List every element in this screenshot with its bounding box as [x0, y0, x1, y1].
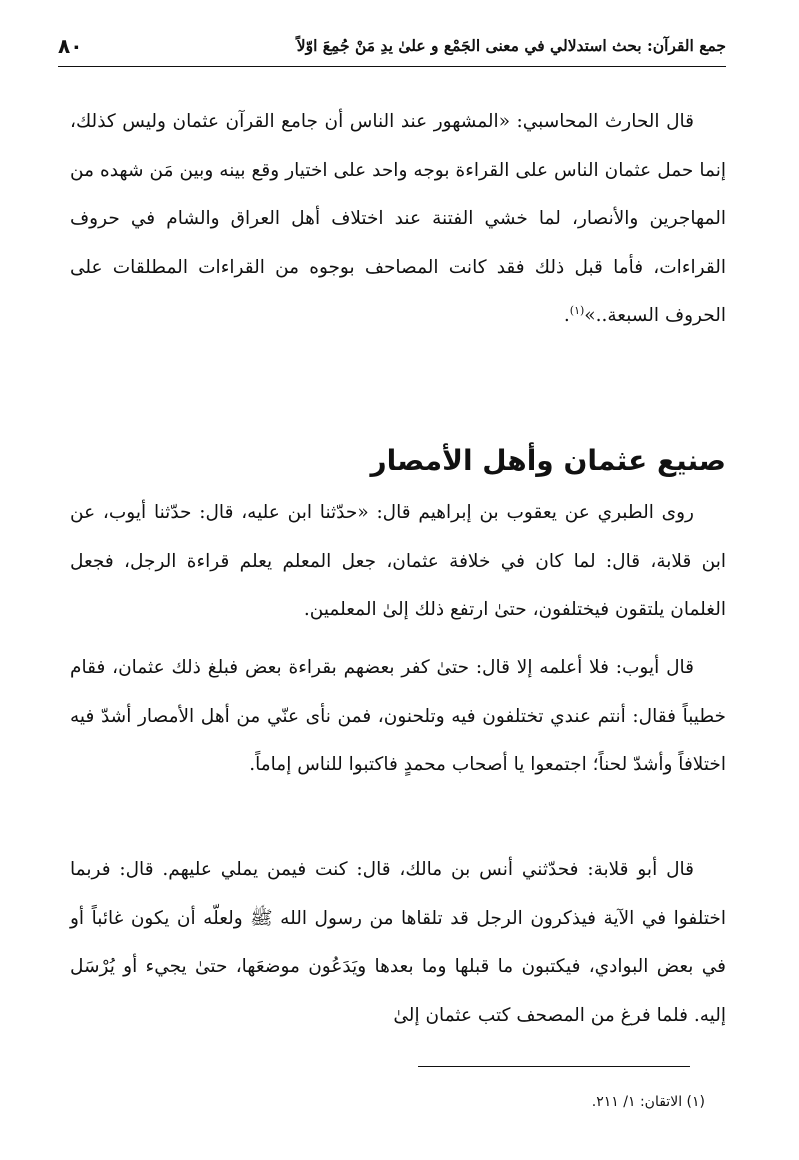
paragraph-ayyub-narration: قال أيوب: فلا أعلمه إلا قال: حتىٰ كفر بعضهم بقراءة بعض فبلغ ذلك عثمان، فقام خطيباً فقال: أنتم عندي تختلفون فيه وتلحنون، فمن نأى عنّي من أهل الأمصار أشدّ فيه اختلافاً وأشدّ لحناً؛ اجتمعوا يا أصحاب محمدٍ فاكتبوا للناس إماماً.: [70, 657, 726, 775]
running-header: [58, 30, 726, 67]
footnote-divider: [418, 1066, 690, 1067]
paragraph-abu-qilaba-narration: قال أبو قلابة: فحدّثني أنس بن مالك، قال: كنت فيمن يملي عليهم. قال: فربما اختلفوا في الآية فيذكرون الرجل قد تلقاها من رسول الله ﷺ ولعلّه أن يكون غائباً أو في بعض البوادي، فيكتبون ما قبلها وما بعدها ويَدَعُون موضعَها، حتىٰ يجيء أو يُرْسَل إليه. فلما فرغ من المصحف كتب عثمان إلىٰ: [70, 859, 726, 1026]
section-heading: صنيع عثمان وأهل الأمصار: [370, 444, 726, 477]
paragraph-text: قال الحارث المحاسبي: «المشهور عند الناس أن جامع القرآن عثمان وليس كذلك، إنما حمل عثمان الناس على القراءة بوجه واحد على اختيار وقع بينه وبين مَن شهده من المهاجرين والأنصار، لما خشي الفتنة عند اختلاف أهل العراق والشام في حروف القراءات، فأما قبل ذلك فقد كانت المصاحف بوجوه من القراءات المطلقات على الحروف السبعة..»: [70, 111, 726, 326]
paragraph-muhasibi-quote: [70, 98, 726, 341]
page-number: ٨٠: [58, 34, 83, 58]
running-header-title: جمع القرآن: بحث استدلالي في معنى الجَمْع و علىٰ يدِ مَنْ جُمِعَ اوّلاً: [296, 36, 726, 55]
paragraph-tabari-narration: روى الطبري عن يعقوب بن إبراهيم قال: «حدّثنا ابن عليه، قال: حدّثنا أيوب، عن ابن قلابة، قال: لما كان في خلافة عثمان، جعل المعلم يعلم قراءة الرجل، فجعل الغلمان يلتقون فيختلفون، حتىٰ ارتفع ذلك إلىٰ المعلمين.: [70, 502, 726, 620]
footnote-1: (١) الاتقان: ١/ ٢١١.: [591, 1094, 705, 1110]
footnote-reference: (١): [569, 303, 585, 317]
paragraph-end-mark: .: [563, 305, 570, 326]
